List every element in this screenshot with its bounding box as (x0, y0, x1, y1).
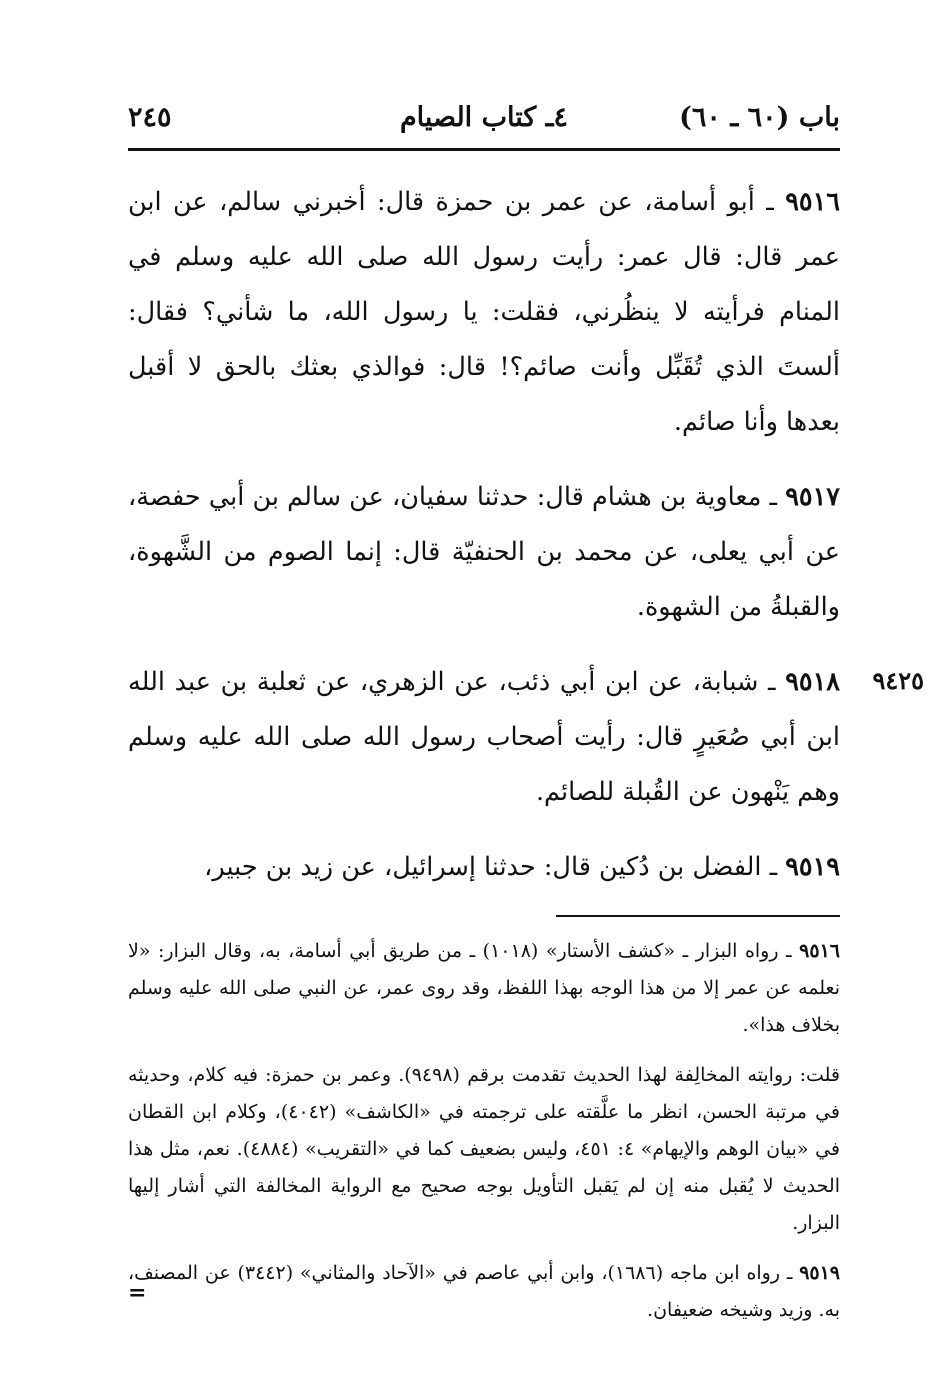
footnote (128, 933, 840, 1044)
hadith-number: ٩٥١٦ (785, 187, 840, 217)
footnote-number: ٩٥١٦ (799, 940, 840, 962)
continuation-mark: = (128, 1280, 147, 1306)
hadith-number: ٩٥١٨ (785, 667, 840, 697)
footnote-number: ٩٥١٩ (799, 1262, 841, 1284)
chapter-title: باب (٦٠ ـ ٦٠) (679, 102, 840, 133)
footnote (128, 1057, 840, 1242)
book-title: ٤ـ كتاب الصيام (399, 102, 569, 133)
hadith-entry (128, 655, 924, 820)
page-number: ٢٤٥ (128, 102, 172, 133)
footnote (128, 1255, 840, 1329)
footnotes (128, 933, 840, 1329)
hadith-entry (128, 840, 840, 895)
hadith-text: ـ معاوية بن هشام قال: حدثنا سفيان، عن سالم بن أبي حفصة، عن أبي يعلى، عن محمد بن الحنفيّة قال: إنما الصوم من الشَّهوة، والقبلةُ من الشهوة. (128, 482, 840, 622)
footnote-text: ـ رواه البزار ـ «كشف الأستار» (١٠١٨) ـ من طريق أبي أسامة، به، وقال البزار: «لا نعلمه عن عمر إلا من هذا الوجه بهذا اللفظ، وقد روى عمر، عن النبي صلى الله عليه وسلم بخلاف هذا». (128, 940, 840, 1036)
page-header (128, 90, 840, 151)
main-text (128, 175, 924, 895)
margin-cross-reference: ٩٤٢٥ (872, 666, 924, 695)
hadith-entry (128, 175, 840, 450)
footnote-text: ـ رواه ابن ماجه (١٦٨٦)، وابن أبي عاصم في «الآحاد والمثاني» (٣٤٤٢) عن المصنف، به. وزيد وشيخه ضعيفان. (128, 1262, 840, 1321)
hadith-number: ٩٥١٩ (785, 852, 840, 882)
hadith-text: ـ شبابة، عن ابن أبي ذئب، عن الزهري، عن ثعلبة بن عبد الله ابن أبي صُعَيرٍ قال: رأيت أصحاب رسول الله صلى الله عليه وسلم وهم يَنْهون عن القُبلة للصائم. (128, 667, 840, 807)
footnote-text: قلت: روايته المخالِفة لهذا الحديث تقدمت برقم (٩٤٩٨). وعمر بن حمزة: فيه كلام، وحديثه في مرتبة الحسن، انظر ما علَّقته على ترجمته في «الكاشف» (٤٠٤٢)، وكلام ابن القطان في «بيان الوهم والإيهام» ٤: ٤٥١، وليس بضعيف كما في «التقريب» (٤٨٨٤). نعم، مثل هذا الحديث لا يُقبل منه إن لم يَقبل التأويل بوجه صحيح مع الرواية المخالفة التي أشار إليها البزار. (128, 1064, 841, 1234)
footnote-divider (556, 915, 840, 917)
hadith-entry (128, 470, 840, 635)
hadith-text: ـ أبو أسامة، عن عمر بن حمزة قال: أخبرني سالم، عن ابن عمر قال: قال عمر: رأيت رسول الله صلى الله عليه وسلم في المنام فرأيته لا ينظُرني، فقلت: يا رسول الله، ما شأني؟ فقال: ألستَ الذي تُقَبِّل وأنت صائم؟! قال: فوالذي بعثك بالحق لا أقبل بعدها وأنا صائم. (128, 187, 840, 437)
hadith-number: ٩٥١٧ (785, 482, 840, 512)
hadith-text: ـ الفضل بن دُكين قال: حدثنا إسرائيل، عن زيد بن جبير، (204, 852, 778, 882)
book-page (128, 90, 924, 1340)
